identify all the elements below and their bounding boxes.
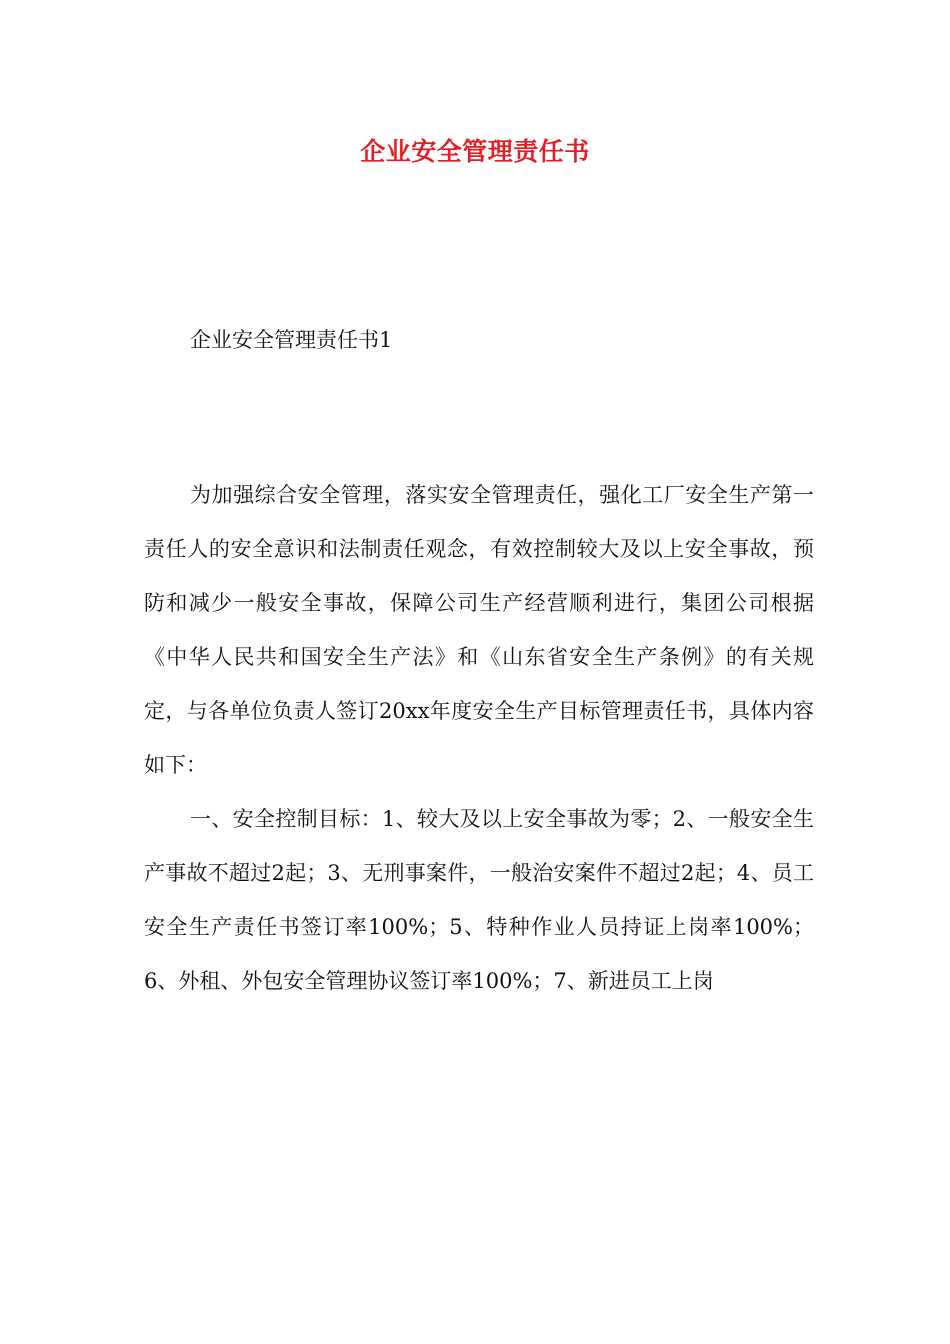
- section-heading: 企业安全管理责任书1: [190, 328, 393, 352]
- document-body: [144, 468, 814, 1008]
- body-paragraph-1: 为加强综合安全管理，落实安全管理责任，强化工厂安全生产第一责任人的安全意识和法制责任观念，有效控制较大及以上安全事故，预防和减少一般安全事故，保障公司生产经营顺利进行，集团公司根据《中华人民共和国安全生产法》和《山东省安全生产条例》的有关规定，与各单位负责人签订20xx年度安全生产目标管理责任书，具体内容如下：: [144, 483, 814, 777]
- body-paragraph-2: 一、安全控制目标：1、较大及以上安全事故为零；2、一般安全生产事故不超过2起；3、无刑事案件，一般治安案件不超过2起；4、员工安全生产责任书签订率100%；5、特种作业人员持证上岗率100%；6、外租、外包安全管理协议签订率100%；7、新进员工上岗: [144, 807, 814, 993]
- document-title: 企业安全管理责任书: [360, 137, 590, 166]
